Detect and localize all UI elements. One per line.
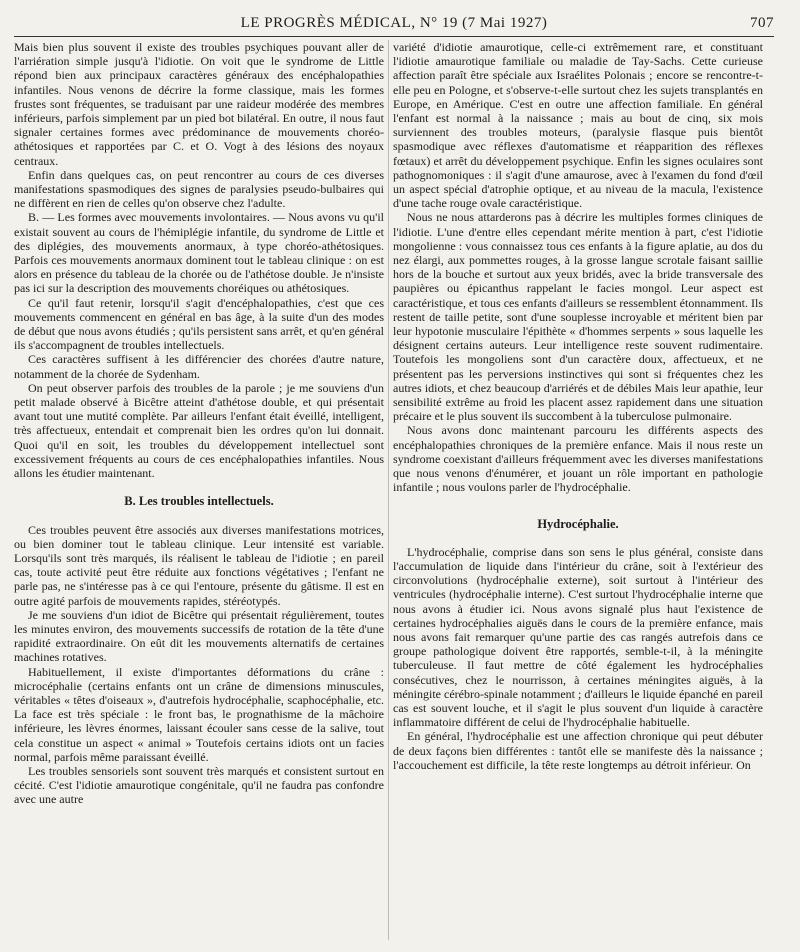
paragraph: Ces troubles peuvent être associés aux diverses manifestations motrices, ou bien dominer tout le tableau clinique. Leur intensité est variable. Lorsqu'ils sont très marqués, ils réalisent le tableau de l'idiotie ; en pareil cas, toute activité peut être réduite aux fonctions végétatives ; l'enfant ne parle pas, ne s'intéresse pas à ce qui l'entoure, présente du gâtisme. Il est en outre agité parfois de mouvements rapides, stéréotypés.	[14, 522, 384, 608]
paragraph: Enfin dans quelques cas, on peut rencontrer au cours de ces diverses manifestations spasmodiques des signes de paralysies pseudo-bulbaires qui ne diffèrent en rien de celles qu'on observe chez l'adulte.	[14, 167, 384, 211]
paragraph: Habituellement, il existe d'importantes déformations du crâne : microcéphalie (certains enfants ont un crâne de dimensions minuscules, véritables « têtes d'oiseaux », d'autrefois hydrocéphalie, scaphocéphalie, etc. La face est très spéciale : le front bas, le prognathisme de la mâchoire inférieure, les lèvres énormes, laissant écouler sans cesse de la salive, tout cela constitue un aspect « animal » Toutefois certains idiots ont un facies normal, parfois même paraissant éveillé.	[14, 664, 384, 764]
page-number: 707	[750, 14, 774, 31]
paragraph: variété d'idiotie amaurotique, celle-ci extrêmement rare, et constituant l'idiotie amaurotique familiale ou maladie de Tay-Sachs. Cette curieuse affection paraît être spéciale aux Israélites Polonais ; encore se rencontre-t-elle peu en Pologne, et s'observe-t-elle surtout chez les sujets transplantés en Europe, en Amérique. C'est en outre une affection familiale. En général l'enfant est normal à la naissance ; mais au bout de cinq, six mois surviennent des troubles moteurs, (paralysie flasque puis bientôt spasmodique avec réflexes d'automatisme et réapparition des réflexes fœtaux) et arrêt du développement psychique. Enfin les signes oculaires sont pathognomoniques : il s'agit d'une amaurose, avec à l'examen du fond d'œil un aspect spécial d'atrophie optique, et au niveau de la macula, l'existence d'une tache rouge ovale caractéristique.	[393, 40, 763, 211]
paragraph: Ces caractères suffisent à les différencier des chorées d'autre nature, notamment de la chorée de Sydenham.	[14, 352, 384, 381]
paragraph: En général, l'hydrocéphalie est une affection chronique qui peut débuter de deux façons bien différentes : tantôt elle se manifeste dès la naissance ; l'accouchement est difficile, la tête reste longtemps au détroit inférieur. On	[393, 729, 763, 772]
paragraph: Ce qu'il faut retenir, lorsqu'il s'agit d'encéphalopathies, c'est que ces mouvements commencent en général en bas âge, à la suite d'un des modes de début que nous avons étudiés ; qu'ils persistent sans arrêt, et qu'en général ils s'accompagnent de troubles intellectuels.	[14, 295, 384, 353]
paragraph: B. — Les formes avec mouvements involontaires. — Nous avons vu qu'il existait souvent au cours de l'hémiplégie infantile, du syndrome de Little et des diplégies, des mouvements anormaux, à type choréo-athétosiques. Parfois ces mouvements anormaux dominent tout le tableau clinique : on est alors en présence du tableau de la chorée ou de l'athétose double. Je n'insiste pas ici sur la description des mouvements choréiques ou athétosiques.	[14, 210, 384, 296]
header-rule	[14, 36, 774, 37]
paragraph: Nous avons donc maintenant parcouru les différents aspects des encéphalopathies chroniques de la première enfance. Mais il nous reste un syndrome coexistant d'ailleurs fréquemment avec les diverses manifestations que nous venons d'énumérer, et jouant un rôle important en pathologie infantile ; nous voulons parler de l'hydrocéphalie.	[393, 423, 763, 495]
journal-title: LE PROGRÈS MÉDICAL, N° 19 (7 Mai 1927)	[240, 14, 548, 31]
paragraph: Les troubles sensoriels sont souvent très marqués et consistent surtout en cécité. C'est l'idiotie amaurotique congénitale, qu'il ne faudra pas confondre avec une autre	[14, 763, 384, 807]
section-heading: Hydrocéphalie.	[537, 516, 619, 531]
section-heading: B. Les troubles intellectuels.	[124, 494, 274, 509]
paragraph: Mais bien plus souvent il existe des troubles psychiques pouvant aller de l'arriération simple jusqu'à l'idiotie. On voit que le syndrome de Little répond bien aux principaux caractères généraux des encéphalopathies infantiles. Nous venons de décrire la forme classique, mais les formes frustes sont fréquentes, se traduisant par une raideur modérée des membres inférieurs, parfois simplement par un pied bot bilatéral. En outre, il nous faut signaler certaines formes avec prédominance de mouvements choréo-athétosiques et rapportées par C. et O. Vogt à des lésions des noyaux centraux.	[14, 40, 384, 168]
paragraph: L'hydrocéphalie, comprise dans son sens le plus général, consiste dans l'accumulation de liquide dans l'intérieur du crâne, soit à l'extérieur des circonvolutions (hydrocéphalie externe), soit surtout à l'intérieur des ventricules (hydrocéphalie interne). C'est surtout l'hydrocéphalie interne que nous avons à étudier ici. Nous avons signalé plus haut l'existence de certaines hydrocéphalies aiguës dans le cours de la première enfance, mais nous avons fait remarquer qu'une partie des cas rangés autrefois dans ce groupe pathologique doivent être rapportés, semble-t-il, à la méningite tuberculeuse. Il faut mettre de côté également les hydrocéphalies consécutives, chez le nourrisson, à certaines méningites aiguës, à la méningite cérébro-spinale notamment ; d'ailleurs le liquide épanché en pareil cas est souvent louche, et il s'agit le plus souvent d'un liquide à caractère inflammatoire différent de celui de l'hydrocéphalie habituelle.	[393, 544, 763, 730]
paragraph: Nous ne nous attarderons pas à décrire les multiples formes cliniques de l'idiotie. L'une d'entre elles cependant mérite mention à part, c'est l'idiotie mongolienne : vous connaissez tous ces enfants à la figure aplatie, au dos du nez élargi, aux pommettes rouges, à la grosse langue scrotale faisant saillie hors de la bouche et surtout aux yeux bridés, avec la bride transversale des paupières ou épicanthus rappelant le facies mongol. Leur aspect est caractéristique, et tous ces enfants d'ailleurs se ressemblent étonnamment. Ils restent de taille petite, sont d'une souplesse incroyable et méritent bien par leur hypotonie musculaire l'épithète « d'hommes serpents » sous laquelle les désignent certains auteurs. Leur intelligence reste souvent rudimentaire. Toutefois les mongoliens sont d'un caractère doux, affectueux, et ne présentent pas les perversions instinctives qui sont si fréquentes chez les autres idiots, et chez beaucoup d'arriérés et de débiles Mais leur apathie, leur sensibilité extrême au froid les placent assez rapidement dans une situation précaire et le plus souvent ils succombent à la tuberculose pulmonaire.	[393, 210, 763, 424]
paragraph: Je me souviens d'un idiot de Bicêtre qui présentait régulièrement, toutes les minutes environ, des mouvements successifs de rotation de la tête d'une rapidité extraordinaire. On eût dit les mouvements alternatifs de certaines machines rotatives.	[14, 607, 384, 665]
column-divider	[388, 40, 389, 940]
right-column	[393, 40, 763, 772]
paragraph: On peut observer parfois des troubles de la parole ; je me souviens d'un petit malade observé à Bicêtre atteint d'athétose double, et qui présentait avant tout une mutité complète. Par ailleurs l'enfant était éveillé, intelligent, très affectueux, entendait et comprenait bien les ordres qu'on lui donnait. Quoi qu'il en soit, les troubles du développement intellectuel sont excessivement fréquents au cours de ces encéphalopathies infantiles. Nous allons les étudier maintenant.	[14, 380, 384, 481]
left-column	[14, 40, 384, 807]
running-header	[14, 12, 774, 34]
